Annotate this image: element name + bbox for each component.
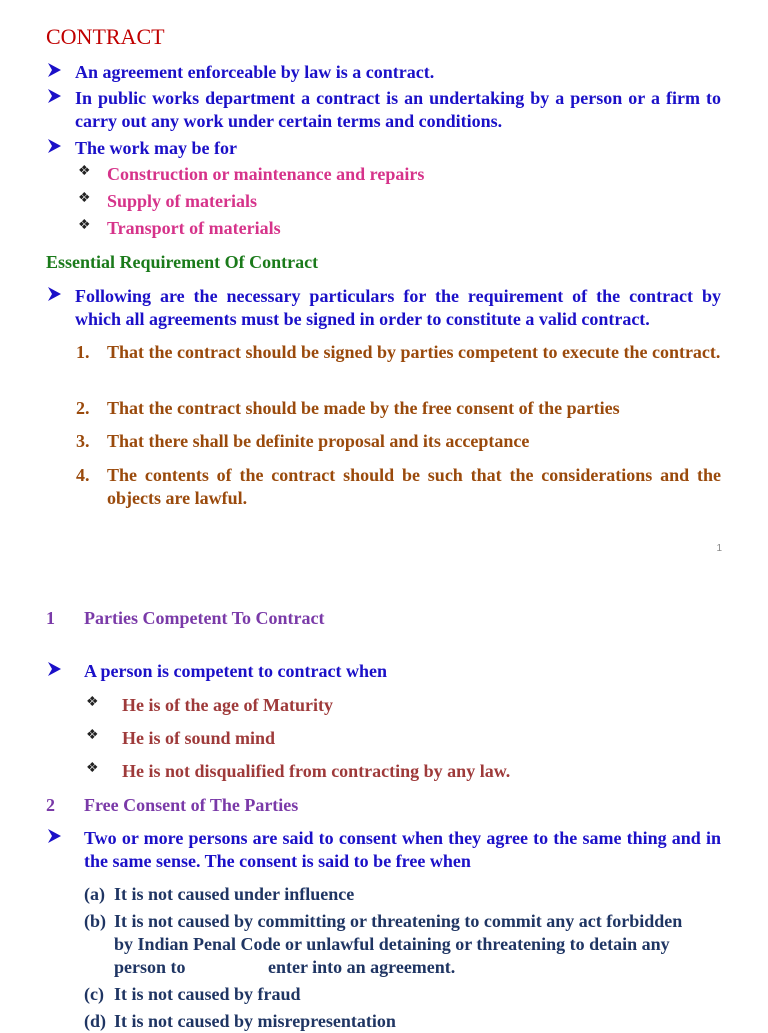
requirement-item: That the contract should be made by the free consent of the parties [107,398,620,418]
consent-item: It is not caused by fraud [114,984,301,1004]
arrow-bullet-icon [48,89,61,103]
competent-item: He is of sound mind [122,728,276,748]
arrow-bullet-icon [48,287,61,301]
consent-item-line: by Indian Penal Code or unlawful detaining or threatening to detain any [114,934,670,954]
requirement-item: That the contract should be signed by parties competent to execute the contract. [107,342,721,362]
diamond-bullet-icon: ❖ [78,218,91,233]
bullet-item: In public works department a contract is an undertaking by a person or a firm to carry out any work under certain terms and conditions. [75,88,721,131]
list-number: 3. [76,431,90,451]
page-title: CONTRACT [46,24,165,49]
item-label: (c) [84,984,104,1004]
list-number: 2. [76,398,90,418]
arrow-bullet-icon [48,662,61,676]
arrow-bullet-icon [48,63,61,77]
competent-item: He is of the age of Maturity [122,695,333,715]
bullet-item: Following are the necessary particulars for the requirement of the contract by which all agreements must be signed in order to constitute a valid contract. [75,286,721,329]
item-label: (d) [84,1011,106,1031]
bullet-item: A person is competent to contract when [84,661,387,681]
consent-item: It is not caused under influence [114,884,355,904]
work-item: Supply of materials [107,191,258,211]
page-number: 1 [716,543,722,554]
competent-item: He is not disqualified from contracting by any law. [122,761,511,781]
item-label: (b) [84,911,106,931]
arrow-bullet-icon [48,829,61,843]
item-label: (a) [84,884,105,904]
diamond-bullet-icon: ❖ [86,695,99,710]
consent-item: It is not caused by misrepresentation [114,1011,396,1031]
consent-item-line: enter into an agreement. [268,957,456,977]
section-title: Free Consent of The Parties [84,795,299,815]
section-number: 2 [46,795,55,815]
bullet-item: The work may be for [75,138,237,158]
diamond-bullet-icon: ❖ [86,761,99,776]
diamond-bullet-icon: ❖ [78,164,91,179]
diamond-bullet-icon: ❖ [78,191,91,206]
section-heading: Essential Requirement Of Contract [46,252,319,272]
work-item: Construction or maintenance and repairs [107,164,425,184]
diamond-bullet-icon: ❖ [86,728,99,743]
section-title: Parties Competent To Contract [84,608,325,628]
consent-item-line: It is not caused by committing or threatening to commit any act forbidden [114,911,683,931]
requirement-item: The contents of the contract should be such that the considerations and the objects are lawful. [107,465,721,508]
bullet-item: An agreement enforceable by law is a contract. [75,62,435,82]
section-number: 1 [46,608,55,628]
list-number: 4. [76,465,90,485]
bullet-item: Two or more persons are said to consent when they agree to the same thing and in the same sense. The consent is said to be free when [84,828,721,871]
arrow-bullet-icon [48,139,61,153]
requirement-item: That there shall be definite proposal and its acceptance [107,431,530,451]
work-item: Transport of materials [107,218,281,238]
list-number: 1. [76,342,90,362]
consent-item-line: person to [114,957,186,977]
